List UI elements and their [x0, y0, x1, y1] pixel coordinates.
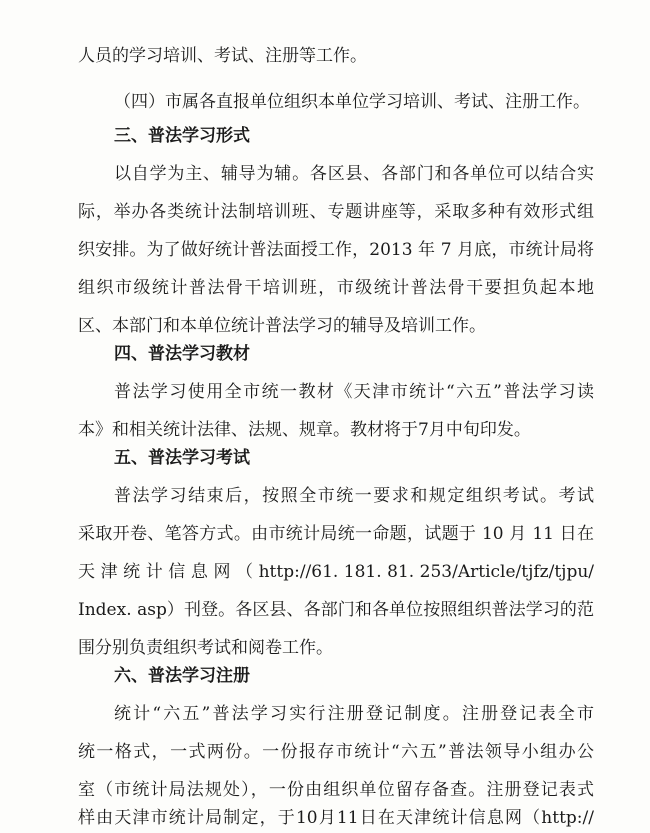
body-text-line: 统一格式，一式两份。一份报存市统计“六五”普法领导小组办公: [78, 742, 594, 762]
body-text-line: 以自学为主、辅导为辅。各区县、各部门和各单位可以结合实: [114, 164, 594, 184]
body-text-line: 区、本部门和本单位统计普法学习的辅导及培训工作。: [78, 316, 486, 336]
body-text-line: 采取开卷、笔答方式。由市统计局统一命题，试题于 10 月 11 日在: [78, 524, 594, 544]
body-text-line: 织安排。为了做好统计普法面授工作，2013 年 7 月底，市统计局将: [78, 240, 594, 260]
body-text-line: 普法学习结束后，按照全市统一要求和规定组织考试。考试: [114, 486, 594, 506]
body-text-line: （四）市属各直报单位组织本单位学习培训、考试、注册工作。: [114, 92, 590, 112]
body-text-line: 样由天津市统计局制定，于10月11日在天津统计信息网（http://: [78, 808, 594, 828]
body-text-line: Index. asp）刊登。各区县、各部门和各单位按照组织普法学习的范: [78, 600, 594, 620]
section-heading-5: 五、普法学习考试: [114, 448, 250, 468]
section-heading-3: 三、普法学习形式: [114, 126, 250, 146]
body-text-line: 天 津 统 计 信 息 网 （ http://61. 181. 81. 253/Article/tjfz/tjpu/: [78, 562, 594, 582]
body-text-line: 室（市统计局法规处），一份由组织单位留存备查。注册登记表式: [78, 780, 594, 800]
body-text-line: 围分别负责组织考试和阅卷工作。: [78, 638, 333, 658]
body-text-line: 本》和相关统计法律、法规、规章。教材将于7月中旬印发。: [78, 420, 531, 440]
body-text-line: 人员的学习培训、考试、注册等工作。: [78, 46, 367, 66]
body-text-line: 统计“六五”普法学习实行注册登记制度。注册登记表全市: [114, 704, 594, 724]
section-heading-6: 六、普法学习注册: [114, 666, 250, 686]
body-text-line: 普法学习使用全市统一教材《天津市统计“六五”普法学习读: [114, 382, 594, 402]
section-heading-4: 四、普法学习教材: [114, 344, 250, 364]
body-text-line: 际，举办各类统计法制培训班、专题讲座等，采取多种有效形式组: [78, 202, 594, 222]
body-text-line: 组织市级统计普法骨干培训班，市级统计普法骨干要担负起本地: [78, 278, 594, 298]
